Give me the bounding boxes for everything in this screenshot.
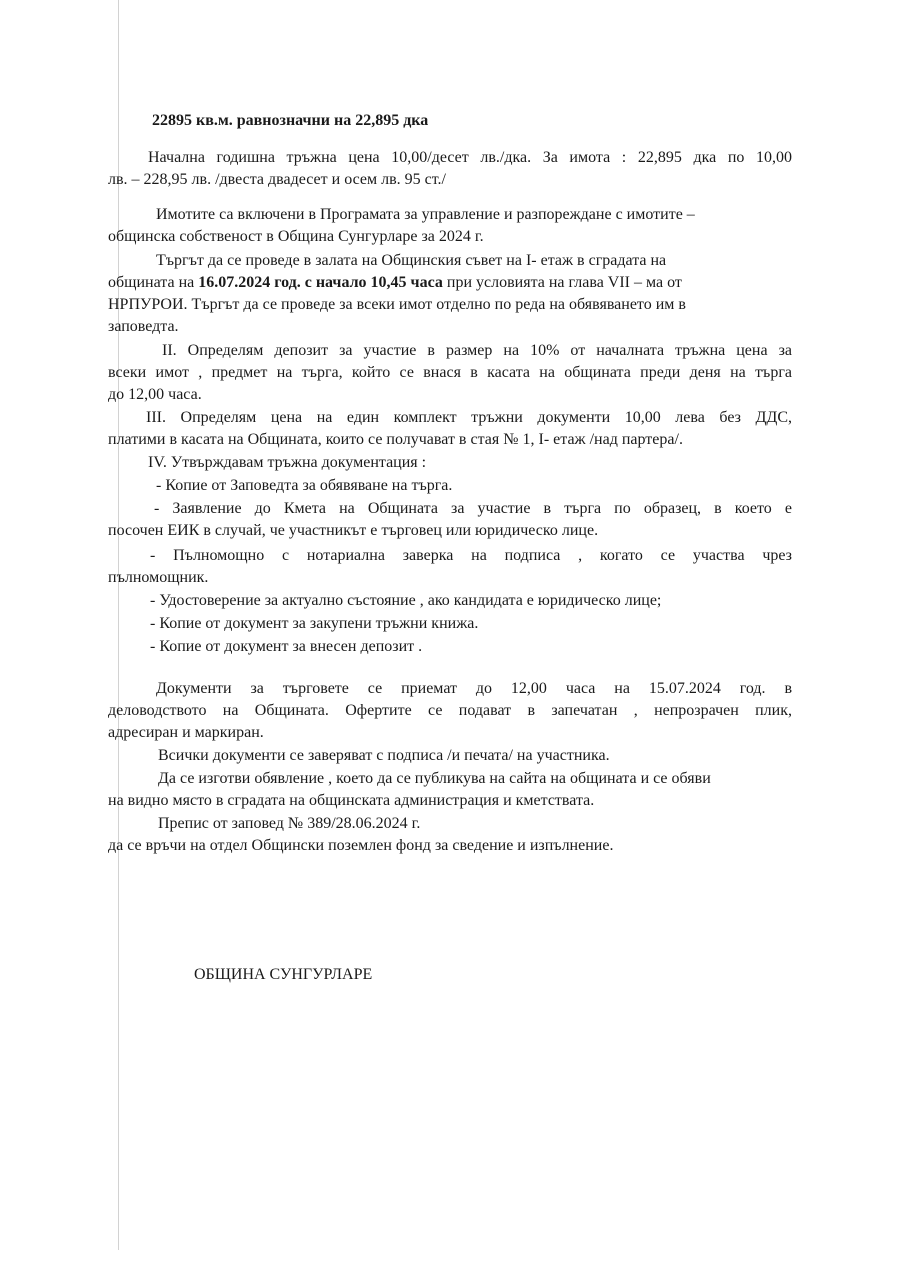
area-heading: 22895 кв.м. равнозначни на 22,895 дка <box>152 112 429 129</box>
announcement-line-2: на видно място в сградата на общинската администрация и кметствата. <box>108 792 595 809</box>
approval-item-3-line-2: пълномощник. <box>108 569 209 586</box>
copy-line-1: Препис от заповед № 389/28.06.2024 г. <box>158 815 421 832</box>
documents-price-line-2: платими в касата на Общината, които се получават в стая № 1, I- етаж /над партера/. <box>108 431 683 448</box>
deposit-line-1: II. Определям депозит за участие в размер на 10% от началната тръжна цена за <box>162 342 792 359</box>
announcement-line-1: Да се изготви обявление , което да се публикува на сайта на общината и се обяви <box>158 770 711 787</box>
program-line-1: Имотите са включени в Програмата за управление и разпореждане с имотите – <box>156 206 695 223</box>
auction-line-1: Търгът да се проведе в залата на Общинския съвет на I- етаж в сградата на <box>156 252 667 269</box>
approval-item-6: - Копие от документ за внесен депозит . <box>150 638 423 655</box>
price-line-2: лв. – 228,95 лв. /двеста двадесет и осем лв. 95 ст./ <box>108 171 446 188</box>
submission-line-3: адресиран и маркиран. <box>108 724 264 741</box>
approval-item-5: - Копие от документ за закупени тръжни книжа. <box>150 615 479 632</box>
certify-line: Всички документи се заверяват с подписа /и печата/ на участника. <box>158 747 610 764</box>
approval-item-4: - Удостоверение за актуално състояние , ако кандидата е юридическо лице; <box>150 592 662 609</box>
approval-item-3-line-1: - Пълномощно с нотариална заверка на подписа , когато се участва чрез <box>150 547 792 564</box>
documents-price-line-1: III. Определям цена на един комплект тръжни документи 10,00 лева без ДДС, <box>146 409 792 426</box>
copy-line-2: да се връчи на отдел Общински поземлен фонд за сведение и изпълнение. <box>108 837 614 854</box>
submission-line-2: деловодството на Общината. Офертите се подават в запечатан , непрозрачен плик, <box>108 702 792 719</box>
submission-line-1: Документи за търговете се приемат до 12,00 часа на 15.07.2024 год. в <box>156 680 792 697</box>
approval-item-2-line-1: - Заявление до Кмета на Общината за участие в търга по образец, в което е <box>154 500 792 517</box>
approval-item-2-line-2: посочен ЕИК в случай, че участникът е търговец или юридическо лице. <box>108 522 599 539</box>
price-line-1: Начална годишна тръжна цена 10,00/десет лв./дка. За имота : 22,895 дка по 10,00 <box>148 149 792 166</box>
approval-heading: IV. Утвърждавам тръжна документация : <box>148 454 427 471</box>
program-line-2: общинска собственост в Община Сунгурларе за 2024 г. <box>108 228 484 245</box>
deposit-line-2: всеки имот , предмет на търга, който се внася в касата на общината преди деня на търга <box>108 364 792 381</box>
auction-line-4: заповедта. <box>108 318 179 335</box>
signature-municipality: ОБЩИНА СУНГУРЛАРЕ <box>194 966 373 983</box>
approval-item-1: - Копие от Заповедта за обявяване на търга. <box>156 477 453 494</box>
deposit-line-3: до 12,00 часа. <box>108 386 202 403</box>
auction-line-2: общината на 16.07.2024 год. с начало 10,45 часа при условията на глава VII – ма от <box>108 274 682 291</box>
auction-line-3: НРПУРОИ. Търгът да се проведе за всеки имот отделно по реда на обявяването им в <box>108 296 686 313</box>
